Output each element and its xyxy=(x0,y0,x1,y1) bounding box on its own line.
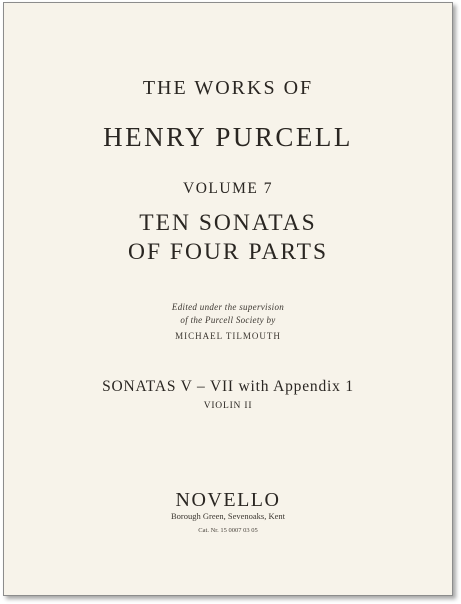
publisher-name: NOVELLO xyxy=(175,489,281,511)
volume-number: VOLUME 7 xyxy=(183,180,273,197)
title-page xyxy=(3,2,453,596)
editor-name: MICHAEL TILMOUTH xyxy=(175,331,281,341)
series-heading: THE WORKS OF xyxy=(142,77,314,99)
editorial-note-line-1: Edited under the supervision xyxy=(171,302,285,312)
publisher-address: Borough Green, Sevenoaks, Kent xyxy=(170,511,285,521)
instrument-part: VIOLIN II xyxy=(203,401,253,411)
catalogue-number: Cat. Nr. 15 0007 03 05 xyxy=(198,527,258,534)
editorial-note-line-2: of the Purcell Society by xyxy=(180,315,276,325)
contents-line: SONATAS V – VII with Appendix 1 xyxy=(102,378,354,395)
work-title-line-1: TEN SONATAS xyxy=(139,210,317,236)
composer-name: HENRY PURCELL xyxy=(103,122,353,152)
work-title-line-2: OF FOUR PARTS xyxy=(127,239,329,265)
